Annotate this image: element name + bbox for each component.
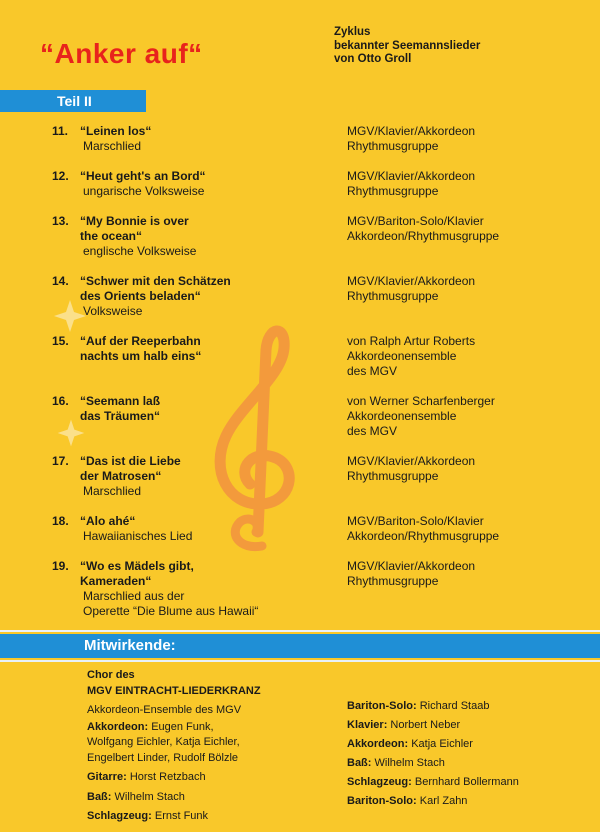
song-item [52, 274, 231, 319]
song-description: Operette “Die Blume aus Hawaii“ [83, 604, 259, 618]
song-description: Marschlied aus der [83, 589, 185, 603]
song-performers [347, 124, 475, 154]
song-title: “Auf der Reeperbahn [80, 334, 201, 348]
song-performers [347, 454, 475, 484]
subtitle [334, 26, 480, 67]
song-title: der Matrosen“ [80, 469, 162, 483]
performer-line: von Werner Scharfenberger [347, 394, 495, 408]
song-title: “Seemann laß [80, 394, 161, 408]
performer-line: MGV/Bariton-Solo/Klavier [347, 514, 484, 528]
performer-line: MGV/Klavier/Akkordeon [347, 169, 476, 183]
song-description: Marschlied [83, 484, 142, 498]
mitwirkende-left-column [87, 668, 261, 825]
song-number: 17. [52, 454, 69, 468]
divider [0, 630, 600, 632]
performer-line: Rhythmusgruppe [347, 139, 439, 153]
credit-line: Schlagzeug: Bernhard Bollermann [347, 776, 519, 788]
performer-line: des MGV [347, 424, 398, 438]
song-title: “Wo es Mädels gibt, [80, 559, 194, 573]
ensemble-line: Akkordeon-Ensemble des MGV [87, 704, 242, 716]
performer-line: Akkordeonensemble [347, 409, 457, 423]
subtitle-line: von Otto Groll [334, 53, 412, 65]
song-description: ungarische Volksweise [83, 184, 205, 198]
song-performers [347, 514, 499, 544]
song-title: des Orients beladen“ [80, 289, 201, 303]
song-performers [347, 559, 475, 589]
song-performers [347, 394, 495, 439]
performer-line: Rhythmusgruppe [347, 289, 439, 303]
choir-line: MGV EINTRACHT-LIEDERKRANZ [87, 684, 261, 697]
performer-line: MGV/Klavier/Akkordeon [347, 559, 476, 573]
song-title: “Leinen los“ [80, 124, 152, 138]
credit-gitarre: Gitarre: Horst Retzbach [87, 771, 206, 783]
song-title: das Träumen“ [80, 409, 161, 423]
song-item [52, 514, 192, 544]
credit-line: Baß: Wilhelm Stach [347, 757, 445, 769]
divider [0, 660, 600, 662]
mitwirkende-heading: Mitwirkende: [0, 634, 600, 658]
song-performers [347, 169, 475, 199]
song-title: “Heut geht's an Bord“ [80, 169, 206, 183]
song-number: 12. [52, 169, 69, 183]
subtitle-line: bekannter Seemannslieder [334, 39, 481, 52]
performer-line: MGV/Klavier/Akkordeon [347, 274, 476, 288]
song-performers [347, 274, 475, 304]
song-number: 14. [52, 274, 69, 288]
song-item [52, 559, 258, 619]
song-item [52, 334, 201, 364]
credit-bass: Baß: Wilhelm Stach [87, 790, 185, 803]
credit-line: Bariton-Solo: Richard Staab [347, 700, 490, 712]
song-item [52, 124, 151, 154]
performer-line: Akkordeonensemble [347, 349, 457, 363]
song-title: “Alo ahé“ [80, 514, 136, 528]
performer-line: MGV/Bariton-Solo/Klavier [347, 214, 484, 228]
song-description: englische Volksweise [83, 244, 197, 258]
song-number: 13. [52, 214, 69, 228]
song-item [52, 454, 181, 499]
section-label: Teil II [0, 90, 146, 112]
song-description: Marschlied [83, 139, 142, 153]
song-description: Hawaiianisches Lied [83, 529, 193, 543]
song-number: 11. [52, 124, 69, 138]
performer-line: des MGV [347, 364, 398, 378]
song-title: nachts um halb eins“ [80, 349, 202, 363]
mitwirkende-right-column [347, 697, 519, 811]
credit-line: Akkordeon: Katja Eichler [347, 738, 473, 750]
song-number: 19. [52, 559, 69, 573]
song-title: the ocean“ [80, 229, 143, 243]
credit-line: Bariton-Solo: Karl Zahn [347, 795, 468, 807]
credit-name-line: Wolfgang Eichler, Katja Eichler, [87, 736, 240, 748]
page-title: “Anker auf“ [40, 38, 203, 69]
song-item [52, 214, 196, 259]
performer-line: Akkordeon/Rhythmusgruppe [347, 229, 500, 243]
choir-line: Chor des [87, 669, 135, 681]
song-number: 18. [52, 514, 69, 528]
performer-line: von Ralph Artur Roberts [347, 334, 476, 348]
performer-line: Rhythmusgruppe [347, 574, 439, 588]
performer-line: MGV/Klavier/Akkordeon [347, 454, 476, 468]
song-title: “Schwer mit den Schätzen [80, 274, 231, 288]
performer-line: Rhythmusgruppe [347, 469, 439, 483]
treble-clef-icon [200, 318, 310, 558]
subtitle-line: Zyklus [334, 26, 371, 38]
credit-line: Klavier: Norbert Neber [347, 719, 461, 731]
song-number: 15. [52, 334, 69, 348]
performer-line: Rhythmusgruppe [347, 184, 439, 198]
song-title: “My Bonnie is over [80, 214, 189, 228]
song-performers [347, 334, 475, 379]
song-item [52, 394, 160, 424]
song-item [52, 169, 206, 199]
credit-name-line: Engelbert Linder, Rudolf Bölzle [87, 751, 239, 764]
song-performers [347, 214, 499, 244]
song-description: Volksweise [83, 304, 143, 318]
song-number: 16. [52, 394, 69, 408]
song-title: “Das ist die Liebe [80, 454, 181, 468]
performer-line: Akkordeon/Rhythmusgruppe [347, 529, 500, 543]
credit-schlagzeug: Schlagzeug: Ernst Funk [87, 810, 209, 822]
song-title: Kameraden“ [80, 574, 152, 588]
credit-akkordeon: Akkordeon: Eugen Funk, [87, 720, 214, 733]
performer-line: MGV/Klavier/Akkordeon [347, 124, 476, 138]
